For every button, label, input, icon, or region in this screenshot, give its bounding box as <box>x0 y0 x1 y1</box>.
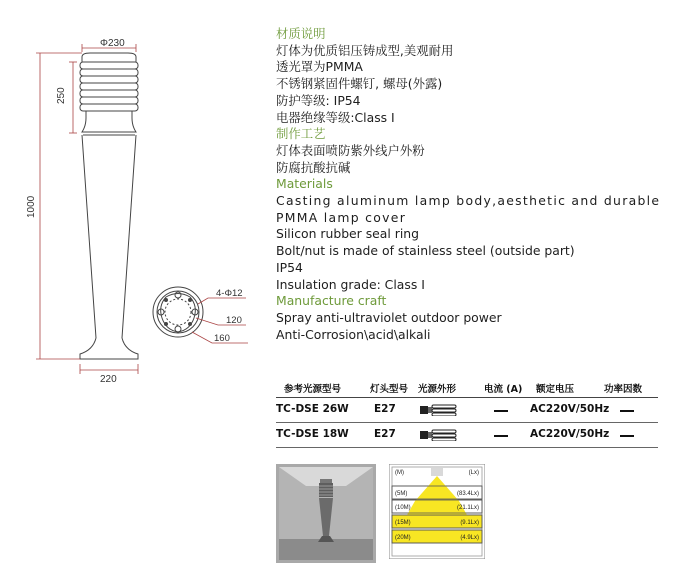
lux-value-label: (9.1Lx) <box>460 520 479 526</box>
dim-height-label: 1000 <box>26 195 37 218</box>
cfl-lamp-icon <box>420 404 460 416</box>
spec-line: 灯体表面喷防紫外线户外粉 <box>276 142 425 158</box>
section-heading: 材质说明 <box>276 26 326 41</box>
illuminance-chart <box>389 464 485 559</box>
header-power-factor: 功率因数 <box>604 384 643 395</box>
lux-value-label: (4.9Lx) <box>460 535 479 541</box>
row-model: TC-DSE 18W <box>276 428 349 440</box>
base-plan-view <box>153 287 203 337</box>
spec-line: IP54 <box>276 259 303 275</box>
base-outline <box>80 338 138 359</box>
row-power-factor <box>620 410 634 412</box>
lux-value-label: (21.1Lx) <box>456 505 479 511</box>
row-voltage: AC220V/50Hz <box>530 403 610 415</box>
lamp-head-icon <box>431 468 443 476</box>
distance-label: (20M) <box>395 535 411 541</box>
spec-line: 防护等级: IP54 <box>276 92 361 108</box>
spec-line: 防腐抗酸抗碱 <box>276 159 351 175</box>
dim-head-label: 250 <box>56 87 67 104</box>
spec-line: 电器绝缘等级:Class Ⅰ <box>276 109 395 125</box>
spec-line: 不锈钢紧固件螺钉, 螺母(外露) <box>276 76 443 92</box>
table-header-row <box>276 378 658 398</box>
row-base: E27 <box>374 428 396 440</box>
row-voltage: AC220V/50Hz <box>530 428 610 440</box>
distance-label: (5M) <box>395 491 408 497</box>
row-model: TC-DSE 26W <box>276 403 349 415</box>
row-base: E27 <box>374 403 396 415</box>
technical-drawing <box>0 0 270 577</box>
spec-line: Bolt/nut is made of stainless steel (outside part) <box>276 243 575 259</box>
cfl-lamp-icon <box>420 429 460 441</box>
spec-description <box>276 26 676 343</box>
distance-unit-label: (M) <box>395 470 404 476</box>
spec-line: 透光罩为PMMA <box>276 59 363 75</box>
dim-outer-label: 160 <box>214 333 230 344</box>
parameter-table <box>276 378 658 448</box>
header-shape: 光源外形 <box>418 384 457 395</box>
neck-outline <box>82 111 136 132</box>
dim-top-label: Φ230 <box>100 38 125 49</box>
dim-inner-label: 120 <box>226 315 242 326</box>
spec-line: Insulation grade: Class I <box>276 276 425 292</box>
section-heading: Materials <box>276 176 333 192</box>
table-row <box>276 423 658 448</box>
row-current <box>494 435 508 437</box>
section-heading: Manufacture craft <box>276 293 387 309</box>
header-voltage: 额定电压 <box>536 384 575 395</box>
lux-value-label: (83.4Lx) <box>456 491 479 497</box>
spec-line: Anti-Corrosion\acid\alkali <box>276 326 431 342</box>
distance-label: (15M) <box>395 520 411 526</box>
dim-bottom-label: 220 <box>100 374 117 385</box>
header-current: 电流 (A) <box>484 384 523 395</box>
section-heading: 制作工艺 <box>276 126 326 142</box>
header-base: 灯头型号 <box>370 384 409 395</box>
spec-line: Silicon rubber seal ring <box>276 226 420 242</box>
header-lamp-model: 参考光源型号 <box>284 384 342 395</box>
row-current <box>494 410 508 412</box>
distance-label: (10M) <box>395 505 411 511</box>
spec-line: 灯体为优质铝压铸成型,美观耐用 <box>276 42 454 58</box>
spec-line: PMMA lamp cover <box>276 209 407 225</box>
installation-illustration <box>276 464 376 563</box>
spec-line: Spray anti-ultraviolet outdoor power <box>276 309 502 325</box>
lux-unit-label: (Lx) <box>468 470 479 476</box>
spec-line: Casting aluminum lamp body,aesthetic and durable <box>276 193 661 209</box>
dim-holes-label: 4-Φ12 <box>216 288 243 299</box>
pole-outline <box>82 135 136 338</box>
row-power-factor <box>620 435 634 437</box>
louvre-fins <box>80 62 138 111</box>
table-row <box>276 398 658 423</box>
cap-outline <box>82 53 136 62</box>
